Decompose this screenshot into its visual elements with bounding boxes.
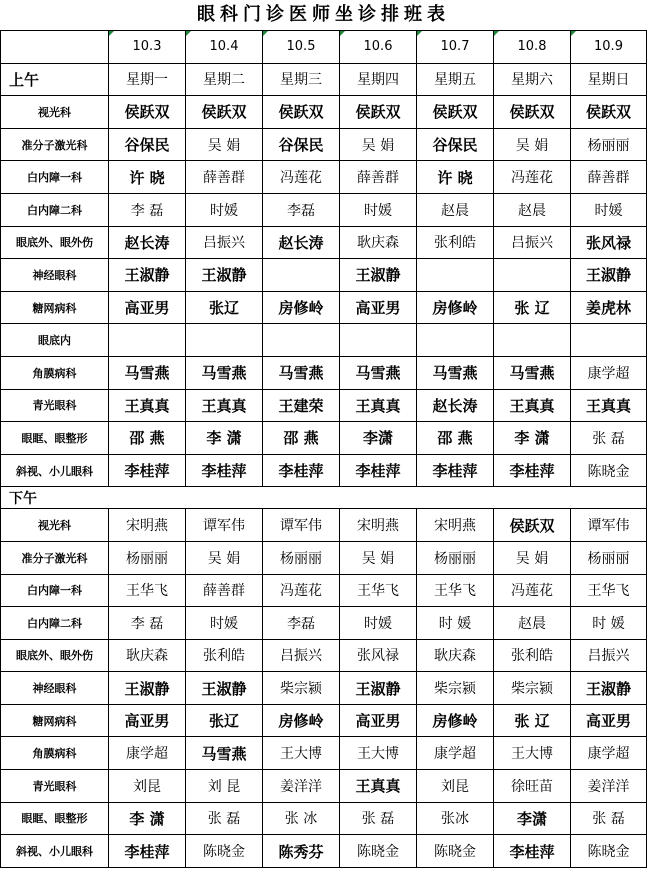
doctor-cell: 姜洋洋 (263, 770, 340, 803)
doctor-cell: 李桂萍 (109, 835, 186, 868)
doctor-cell: 张 磊 (571, 422, 647, 455)
schedule-row (1, 356, 647, 389)
doctor-cell: 张 磊 (571, 802, 647, 835)
doctor-cell: 王真真 (109, 389, 186, 422)
weekday-cell: 星期二 (186, 63, 263, 96)
schedule-table (0, 30, 647, 868)
doctor-cell: 邵 燕 (417, 422, 494, 455)
doctor-cell: 马雪燕 (417, 356, 494, 389)
doctor-cell: 杨丽丽 (263, 541, 340, 574)
date-cell: 10.5 (263, 31, 340, 64)
afternoon-row (1, 487, 647, 509)
department-cell: 眼眶、眼整形 (1, 802, 109, 835)
doctor-cell: 赵晨 (494, 607, 571, 640)
doctor-cell: 姜虎林 (571, 291, 647, 324)
doctor-cell: 柴宗颍 (494, 672, 571, 705)
doctor-cell: 薛善群 (340, 161, 417, 194)
doctor-cell: 时媛 (340, 607, 417, 640)
doctor-cell: 时媛 (186, 607, 263, 640)
doctor-cell: 冯莲花 (494, 574, 571, 607)
doctor-cell: 许 晓 (417, 161, 494, 194)
doctor-cell: 李 潇 (186, 422, 263, 455)
department-cell: 神经眼科 (1, 672, 109, 705)
date-cell: 10.3 (109, 31, 186, 64)
schedule-row (1, 291, 647, 324)
doctor-cell (263, 324, 340, 357)
doctor-cell: 时媛 (186, 193, 263, 226)
schedule-row (1, 607, 647, 640)
doctor-cell: 薛善群 (571, 161, 647, 194)
schedule-row (1, 509, 647, 542)
doctor-cell: 徐旺苗 (494, 770, 571, 803)
doctor-cell: 耿庆森 (417, 639, 494, 672)
doctor-cell: 张 冰 (263, 802, 340, 835)
doctor-cell: 王真真 (571, 389, 647, 422)
schedule-body (1, 31, 647, 868)
doctor-cell: 陈晓金 (571, 454, 647, 487)
weekday-row (1, 63, 647, 96)
doctor-cell: 王华飞 (417, 574, 494, 607)
doctor-cell: 张 辽 (494, 291, 571, 324)
doctor-cell: 吴 娟 (340, 541, 417, 574)
schedule-row (1, 324, 647, 357)
doctor-cell: 邵 燕 (109, 422, 186, 455)
doctor-cell: 吴 娟 (186, 128, 263, 161)
doctor-cell: 王华飞 (109, 574, 186, 607)
doctor-cell: 张 磊 (340, 802, 417, 835)
doctor-cell: 姜洋洋 (571, 770, 647, 803)
doctor-cell: 宋明燕 (109, 509, 186, 542)
doctor-cell: 房修岭 (263, 704, 340, 737)
department-cell: 视光科 (1, 96, 109, 129)
doctor-cell: 刘 昆 (186, 770, 263, 803)
department-cell: 准分子激光科 (1, 128, 109, 161)
doctor-cell: 王淑静 (186, 672, 263, 705)
date-row (1, 31, 647, 64)
department-cell: 角膜病科 (1, 737, 109, 770)
doctor-cell: 柴宗颍 (263, 672, 340, 705)
doctor-cell: 李桂萍 (263, 454, 340, 487)
doctor-cell (571, 324, 647, 357)
doctor-cell: 张 磊 (186, 802, 263, 835)
doctor-cell: 吕振兴 (571, 639, 647, 672)
doctor-cell: 李桂萍 (186, 454, 263, 487)
doctor-cell: 薛善群 (186, 161, 263, 194)
doctor-cell: 李 潇 (109, 802, 186, 835)
doctor-cell: 王大博 (494, 737, 571, 770)
weekday-cell: 星期一 (109, 63, 186, 96)
doctor-cell: 李桂萍 (340, 454, 417, 487)
doctor-cell: 高亚男 (109, 291, 186, 324)
department-cell: 斜视、小儿眼科 (1, 835, 109, 868)
doctor-cell: 吴 娟 (186, 541, 263, 574)
department-cell: 白内障一科 (1, 574, 109, 607)
doctor-cell: 王淑静 (186, 259, 263, 292)
doctor-cell: 王建荣 (263, 389, 340, 422)
weekday-cell: 星期六 (494, 63, 571, 96)
doctor-cell: 马雪燕 (186, 356, 263, 389)
doctor-cell: 马雪燕 (263, 356, 340, 389)
doctor-cell: 高亚男 (571, 704, 647, 737)
doctor-cell: 张冰 (417, 802, 494, 835)
doctor-cell: 李磊 (263, 193, 340, 226)
doctor-cell: 王真真 (340, 389, 417, 422)
date-cell: 10.4 (186, 31, 263, 64)
doctor-cell: 王大博 (263, 737, 340, 770)
weekday-cell: 星期日 (571, 63, 647, 96)
department-cell: 视光科 (1, 509, 109, 542)
doctor-cell: 王真真 (340, 770, 417, 803)
weekday-cell: 星期三 (263, 63, 340, 96)
doctor-cell: 李潇 (340, 422, 417, 455)
doctor-cell: 吴 娟 (494, 128, 571, 161)
doctor-cell (494, 259, 571, 292)
doctor-cell: 谷保民 (417, 128, 494, 161)
doctor-cell (186, 324, 263, 357)
doctor-cell (109, 324, 186, 357)
doctor-cell: 李桂萍 (494, 835, 571, 868)
doctor-cell: 谭军伟 (186, 509, 263, 542)
doctor-cell: 薛善群 (186, 574, 263, 607)
doctor-cell: 张利皓 (417, 226, 494, 259)
doctor-cell: 谷保民 (109, 128, 186, 161)
doctor-cell: 王淑静 (340, 259, 417, 292)
department-cell: 准分子激光科 (1, 541, 109, 574)
doctor-cell: 冯莲花 (263, 161, 340, 194)
doctor-cell: 张利皓 (494, 639, 571, 672)
doctor-cell: 张风禄 (340, 639, 417, 672)
doctor-cell: 高亚男 (340, 291, 417, 324)
schedule-row (1, 574, 647, 607)
doctor-cell: 张利皓 (186, 639, 263, 672)
doctor-cell: 杨丽丽 (417, 541, 494, 574)
doctor-cell: 赵长涛 (263, 226, 340, 259)
doctor-cell: 王华飞 (571, 574, 647, 607)
doctor-cell: 王淑静 (109, 259, 186, 292)
department-cell: 斜视、小儿眼科 (1, 454, 109, 487)
doctor-cell: 谭军伟 (571, 509, 647, 542)
doctor-cell: 吕振兴 (494, 226, 571, 259)
doctor-cell: 高亚男 (340, 704, 417, 737)
doctor-cell: 张辽 (186, 704, 263, 737)
doctor-cell (417, 259, 494, 292)
doctor-cell: 时 媛 (571, 607, 647, 640)
doctor-cell: 王淑静 (340, 672, 417, 705)
doctor-cell: 侯跃双 (340, 96, 417, 129)
doctor-cell: 侯跃双 (571, 96, 647, 129)
doctor-cell: 马雪燕 (109, 356, 186, 389)
page-title: 眼科门诊医师坐诊排班表 (197, 4, 450, 25)
doctor-cell: 陈晓金 (417, 835, 494, 868)
doctor-cell: 张辽 (186, 291, 263, 324)
doctor-cell: 刘昆 (417, 770, 494, 803)
doctor-cell (340, 324, 417, 357)
doctor-cell: 房修岭 (263, 291, 340, 324)
department-cell: 白内障二科 (1, 607, 109, 640)
doctor-cell: 马雪燕 (186, 737, 263, 770)
doctor-cell: 李 磊 (109, 607, 186, 640)
date-cell: 10.6 (340, 31, 417, 64)
doctor-cell: 房修岭 (417, 291, 494, 324)
schedule-row (1, 704, 647, 737)
doctor-cell: 康学超 (571, 356, 647, 389)
doctor-cell: 李桂萍 (494, 454, 571, 487)
doctor-cell (417, 324, 494, 357)
department-cell: 神经眼科 (1, 259, 109, 292)
doctor-cell: 康学超 (109, 737, 186, 770)
schedule-row (1, 259, 647, 292)
schedule-row (1, 541, 647, 574)
doctor-cell: 李潇 (494, 802, 571, 835)
afternoon-label: 下午 (1, 487, 647, 509)
doctor-cell: 冯莲花 (494, 161, 571, 194)
date-cell: 10.9 (571, 31, 647, 64)
schedule-row (1, 737, 647, 770)
schedule-row (1, 835, 647, 868)
doctor-cell: 赵长涛 (109, 226, 186, 259)
doctor-cell: 陈秀芬 (263, 835, 340, 868)
doctor-cell: 吴 娟 (340, 128, 417, 161)
doctor-cell: 马雪燕 (340, 356, 417, 389)
doctor-cell: 许 晓 (109, 161, 186, 194)
doctor-cell: 刘昆 (109, 770, 186, 803)
department-cell: 青光眼科 (1, 389, 109, 422)
doctor-cell: 陈晓金 (340, 835, 417, 868)
doctor-cell: 侯跃双 (109, 96, 186, 129)
doctor-cell: 王大博 (340, 737, 417, 770)
morning-label: 上午 (1, 63, 109, 96)
doctor-cell: 邵 燕 (263, 422, 340, 455)
doctor-cell: 王淑静 (571, 259, 647, 292)
doctor-cell: 赵晨 (417, 193, 494, 226)
doctor-cell: 时 媛 (417, 607, 494, 640)
doctor-cell: 张 辽 (494, 704, 571, 737)
doctor-cell: 王真真 (186, 389, 263, 422)
doctor-cell: 王淑静 (571, 672, 647, 705)
schedule-row (1, 802, 647, 835)
department-cell: 眼底外、眼外伤 (1, 226, 109, 259)
department-cell: 青光眼科 (1, 770, 109, 803)
schedule-row (1, 226, 647, 259)
doctor-cell: 侯跃双 (263, 96, 340, 129)
doctor-cell: 王华飞 (340, 574, 417, 607)
weekday-cell: 星期四 (340, 63, 417, 96)
doctor-cell: 耿庆森 (109, 639, 186, 672)
doctor-cell: 王真真 (494, 389, 571, 422)
doctor-cell: 宋明燕 (340, 509, 417, 542)
schedule-row (1, 454, 647, 487)
doctor-cell: 李桂萍 (417, 454, 494, 487)
doctor-cell: 李桂萍 (109, 454, 186, 487)
schedule-row (1, 672, 647, 705)
department-cell: 白内障二科 (1, 193, 109, 226)
doctor-cell: 陈晓金 (571, 835, 647, 868)
doctor-cell: 赵晨 (494, 193, 571, 226)
doctor-cell: 侯跃双 (494, 509, 571, 542)
doctor-cell: 赵长涛 (417, 389, 494, 422)
weekday-cell: 星期五 (417, 63, 494, 96)
schedule-row (1, 639, 647, 672)
department-cell: 角膜病科 (1, 356, 109, 389)
doctor-cell: 时媛 (340, 193, 417, 226)
department-cell: 糖网病科 (1, 704, 109, 737)
doctor-cell: 谭军伟 (263, 509, 340, 542)
date-cell: 10.8 (494, 31, 571, 64)
schedule-row (1, 422, 647, 455)
doctor-cell: 耿庆森 (340, 226, 417, 259)
schedule-row (1, 161, 647, 194)
schedule-row (1, 389, 647, 422)
schedule-row (1, 770, 647, 803)
department-cell: 眼底外、眼外伤 (1, 639, 109, 672)
doctor-cell: 马雪燕 (494, 356, 571, 389)
doctor-cell: 康学超 (417, 737, 494, 770)
doctor-cell: 高亚男 (109, 704, 186, 737)
doctor-cell (494, 324, 571, 357)
doctor-cell: 时媛 (571, 193, 647, 226)
schedule-row (1, 96, 647, 129)
department-cell: 眼底内 (1, 324, 109, 357)
schedule-row (1, 193, 647, 226)
doctor-cell: 侯跃双 (186, 96, 263, 129)
doctor-cell: 王淑静 (109, 672, 186, 705)
doctor-cell (263, 259, 340, 292)
doctor-cell: 李 潇 (494, 422, 571, 455)
doctor-cell: 房修岭 (417, 704, 494, 737)
department-cell: 糖网病科 (1, 291, 109, 324)
doctor-cell: 柴宗颍 (417, 672, 494, 705)
doctor-cell: 吴 娟 (494, 541, 571, 574)
doctor-cell: 吕振兴 (263, 639, 340, 672)
doctor-cell: 侯跃双 (417, 96, 494, 129)
doctor-cell: 杨丽丽 (109, 541, 186, 574)
corner-cell (1, 31, 109, 64)
schedule-row (1, 128, 647, 161)
department-cell: 眼眶、眼整形 (1, 422, 109, 455)
doctor-cell: 冯莲花 (263, 574, 340, 607)
doctor-cell: 张风禄 (571, 226, 647, 259)
doctor-cell: 李 磊 (109, 193, 186, 226)
date-cell: 10.7 (417, 31, 494, 64)
doctor-cell: 宋明燕 (417, 509, 494, 542)
doctor-cell: 吕振兴 (186, 226, 263, 259)
doctor-cell: 谷保民 (263, 128, 340, 161)
doctor-cell: 侯跃双 (494, 96, 571, 129)
doctor-cell: 陈晓金 (186, 835, 263, 868)
doctor-cell: 李磊 (263, 607, 340, 640)
department-cell: 白内障一科 (1, 161, 109, 194)
doctor-cell: 杨丽丽 (571, 128, 647, 161)
doctor-cell: 杨丽丽 (571, 541, 647, 574)
doctor-cell: 康学超 (571, 737, 647, 770)
